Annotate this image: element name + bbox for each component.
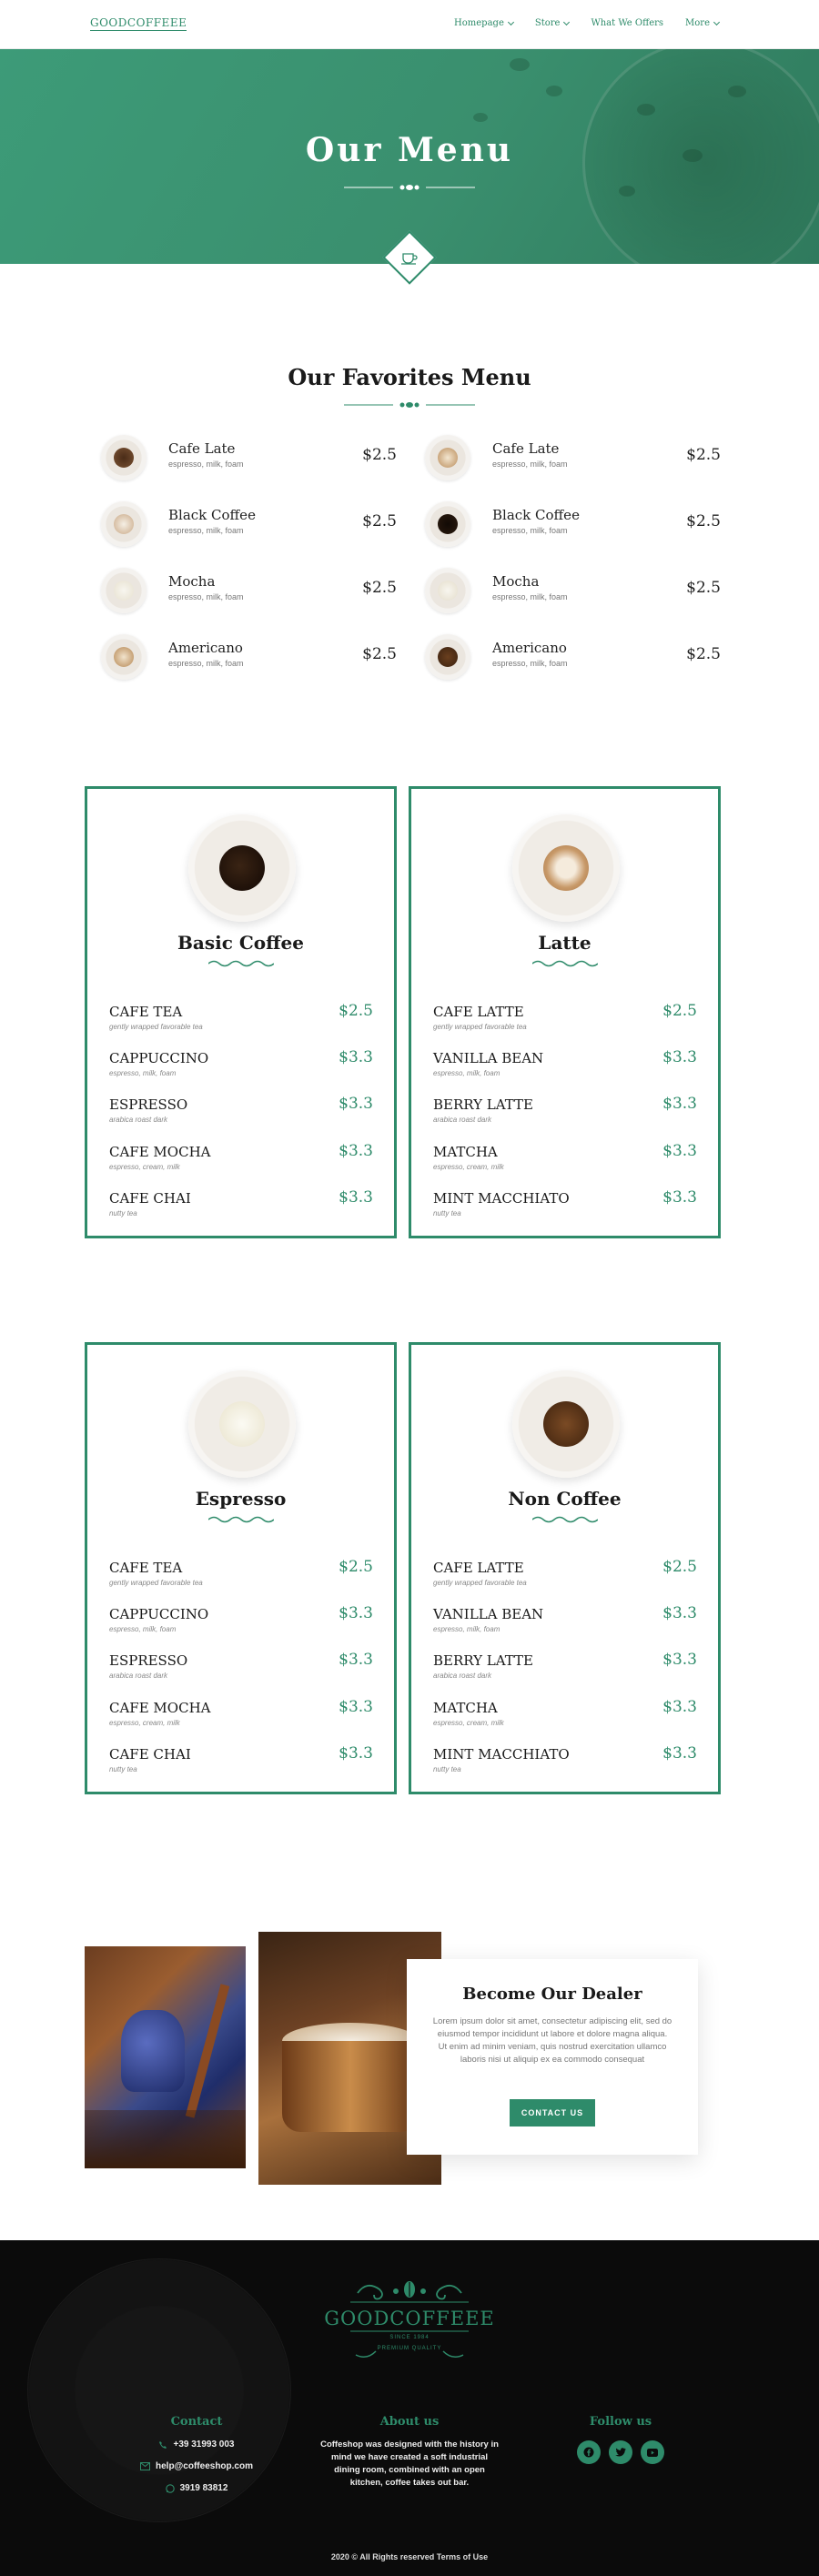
item-desc: espresso, cream, milk: [433, 1719, 504, 1727]
menu-row[interactable]: [433, 1144, 697, 1180]
twitter-button[interactable]: [609, 2440, 632, 2464]
card-title: Espresso: [195, 1488, 287, 1510]
item-price: $2.5: [686, 512, 721, 530]
item-desc: espresso, cream, milk: [433, 1163, 504, 1171]
item-price: $2.5: [686, 446, 721, 464]
chevron-down-icon: [713, 18, 720, 25]
item-name: CAFE TEA: [109, 1004, 183, 1020]
item-desc: gently wrapped favorable tea: [109, 1023, 203, 1031]
menu-item-store[interactable]: [535, 18, 570, 28]
item-desc: espresso, milk, foam: [168, 526, 244, 535]
item-name: CAPPUCCINO: [109, 1050, 209, 1066]
menu-row[interactable]: [433, 1746, 697, 1783]
item-name: MINT MACCHIATO: [433, 1746, 570, 1763]
item-price: $3.3: [339, 1698, 373, 1716]
item-desc: espresso, milk, foam: [433, 1069, 500, 1077]
menu-label: Homepage: [454, 18, 504, 28]
item-name: MATCHA: [433, 1144, 498, 1160]
item-price: $2.5: [362, 645, 397, 663]
item-desc: nutty tea: [433, 1765, 461, 1773]
item-name: CAFE CHAI: [109, 1746, 191, 1763]
menu-row[interactable]: [109, 1190, 373, 1227]
item-price: $2.5: [686, 645, 721, 663]
dealer-card: [407, 1959, 698, 2155]
ornament-divider: [344, 399, 475, 410]
item-price: $3.3: [339, 1188, 373, 1207]
item-name: CAFE MOCHA: [109, 1700, 211, 1716]
menu-card-espresso: [85, 1342, 397, 1794]
item-desc: espresso, milk, foam: [492, 592, 568, 601]
follow-heading: Follow us: [589, 2415, 652, 2429]
item-desc: espresso, cream, milk: [109, 1163, 180, 1171]
contact-email-text: help@coffeeshop.com: [156, 2461, 253, 2471]
item-desc: arabica roast dark: [433, 1672, 492, 1680]
item-desc: espresso, milk, foam: [168, 592, 244, 601]
item-name: Black Coffee: [492, 507, 580, 523]
menu-row[interactable]: [433, 1190, 697, 1227]
item-name: Mocha: [168, 573, 216, 590]
youtube-icon: [647, 2449, 658, 2457]
item-price: $3.3: [662, 1651, 697, 1669]
item-name: CAFE LATTE: [433, 1004, 524, 1020]
contact-heading: Contact: [170, 2415, 223, 2429]
menu-row[interactable]: [109, 1652, 373, 1689]
item-price: $3.3: [662, 1095, 697, 1113]
coffee-cup-image: [101, 435, 147, 480]
item-price: $3.3: [339, 1095, 373, 1113]
favorite-item[interactable]: [101, 568, 397, 613]
item-price: $3.3: [339, 1604, 373, 1622]
item-price: $2.5: [362, 579, 397, 597]
bean-decoration: [546, 86, 562, 96]
footer: [0, 2240, 819, 2576]
page-title: Our Menu: [305, 131, 514, 169]
item-name: Black Coffee: [168, 507, 256, 523]
contact-whatsapp[interactable]: [106, 2483, 288, 2493]
favorite-item[interactable]: [425, 568, 721, 613]
coffee-cup-image: [425, 435, 470, 480]
copyright-text: 2020 © All Rights reserved Terms of Use: [330, 2552, 489, 2561]
favorite-item[interactable]: [425, 435, 721, 480]
item-desc: nutty tea: [433, 1209, 461, 1217]
main-menu: [454, 18, 719, 28]
coffee-cup-image: [512, 1370, 620, 1478]
item-price: $2.5: [662, 1558, 697, 1576]
menu-row[interactable]: [433, 1004, 697, 1040]
contact-phone-text: +39 31993 003: [173, 2440, 235, 2450]
menu-label: What We Offers: [591, 18, 664, 28]
bean-decoration: [637, 104, 655, 116]
item-name: CAFE LATTE: [433, 1560, 524, 1576]
coffee-cup-image: [188, 1370, 296, 1478]
bean-decoration: [473, 113, 488, 122]
item-price: $2.5: [662, 1002, 697, 1020]
facebook-icon: [583, 2447, 594, 2458]
menu-card-non-coffee: [409, 1342, 721, 1794]
contact-whatsapp-text: 3919 83812: [179, 2483, 228, 2493]
item-desc: espresso, milk, foam: [109, 1069, 177, 1077]
mail-icon: [140, 2462, 150, 2470]
item-name: Cafe Late: [492, 440, 560, 457]
item-price: $3.3: [339, 1048, 373, 1066]
item-name: CAFE CHAI: [109, 1190, 191, 1207]
about-text: Coffeshop was designed with the history in mind we have created a soft industrial dining room, combined with an open kitchen, coffee takes out bar.: [320, 2440, 499, 2488]
menu-item-homepage[interactable]: [454, 18, 513, 28]
menu-label: More: [685, 18, 710, 28]
item-name: Mocha: [492, 573, 540, 590]
menu-row[interactable]: [433, 1652, 697, 1689]
dealer-text: Lorem ipsum dolor sit amet, consectetur adipiscing elit, sed do eiusmod tempor incididunt ut labore et dolore magna aliqua. Ut enim ad minim veniam, quis nostrud exercitation ullamco laboris nisi ut aliquip ex ea commodo consequat: [432, 2016, 672, 2065]
item-name: Cafe Late: [168, 440, 236, 457]
card-title: Basic Coffee: [177, 932, 304, 954]
about-heading: About us: [379, 2415, 440, 2429]
menu-item-what-we-offers[interactable]: [591, 18, 663, 28]
item-name: ESPRESSO: [109, 1652, 188, 1669]
item-price: $2.5: [339, 1002, 373, 1020]
item-price: $2.5: [362, 446, 397, 464]
item-desc: arabica roast dark: [109, 1672, 168, 1680]
item-name: ESPRESSO: [109, 1096, 188, 1113]
whatsapp-icon: [166, 2484, 175, 2493]
menu-row[interactable]: [109, 1050, 373, 1086]
item-name: VANILLA BEAN: [433, 1050, 544, 1066]
site-logo[interactable]: GOODCOFFEEE: [90, 16, 187, 29]
item-desc: espresso, milk, foam: [492, 526, 568, 535]
menu-row[interactable]: [433, 1096, 697, 1133]
item-price: $2.5: [362, 512, 397, 530]
card-title: Non Coffee: [508, 1488, 622, 1510]
menu-row[interactable]: [433, 1700, 697, 1736]
item-price: $2.5: [339, 1558, 373, 1576]
item-price: $3.3: [662, 1604, 697, 1622]
item-desc: espresso, cream, milk: [109, 1719, 180, 1727]
item-name: CAFE MOCHA: [109, 1144, 211, 1160]
favorite-item[interactable]: [101, 634, 397, 680]
youtube-button[interactable]: [641, 2440, 664, 2464]
item-desc: arabica roast dark: [433, 1116, 492, 1124]
favorite-item[interactable]: [101, 501, 397, 547]
item-price: $3.3: [339, 1651, 373, 1669]
ornament-divider: [344, 182, 475, 193]
menu-row[interactable]: [433, 1050, 697, 1086]
bean-decoration: [510, 58, 530, 71]
coffee-cup-image: [101, 568, 147, 613]
phone-icon: [158, 2440, 167, 2450]
favorite-item[interactable]: [425, 634, 721, 680]
contact-us-button[interactable]: CONTACT US: [510, 2099, 595, 2126]
contact-phone[interactable]: [106, 2440, 288, 2450]
squiggle-divider: [208, 959, 274, 968]
menu-row[interactable]: [109, 1096, 373, 1133]
item-desc: espresso, milk, foam: [168, 460, 244, 469]
squiggle-divider: [532, 1515, 598, 1524]
item-price: $2.5: [686, 579, 721, 597]
coffee-cup-icon: [399, 247, 420, 268]
coffee-cup-image: [425, 634, 470, 680]
coffee-cup-image: [425, 501, 470, 547]
item-desc: espresso, milk, foam: [492, 659, 568, 668]
item-name: CAPPUCCINO: [109, 1606, 209, 1622]
top-navbar: [0, 0, 819, 49]
coffee-cup-image: [101, 501, 147, 547]
card-title: Latte: [538, 932, 592, 954]
menu-row[interactable]: [109, 1004, 373, 1040]
squiggle-divider: [208, 1515, 274, 1524]
item-desc: espresso, milk, foam: [433, 1625, 500, 1633]
twitter-icon: [615, 2448, 626, 2457]
bean-decoration: [728, 86, 746, 97]
dealer-title: Become Our Dealer: [462, 1985, 642, 2004]
coffee-cup-image: [512, 814, 620, 922]
coffee-cup-image: [188, 814, 296, 922]
menu-label: Store: [534, 18, 561, 28]
item-desc: nutty tea: [109, 1209, 137, 1217]
turkish-coffee-photo: [85, 1946, 246, 2168]
item-desc: gently wrapped favorable tea: [433, 1579, 527, 1587]
item-name: MINT MACCHIATO: [433, 1190, 570, 1207]
menu-row[interactable]: [109, 1144, 373, 1180]
footer-logo-tagline: SINCE 1984: [389, 2335, 430, 2340]
item-desc: gently wrapped favorable tea: [109, 1579, 203, 1587]
item-desc: arabica roast dark: [109, 1116, 168, 1124]
item-price: $3.3: [662, 1744, 697, 1763]
menu-item-more[interactable]: [685, 18, 719, 28]
squiggle-divider: [532, 959, 598, 968]
menu-row[interactable]: [433, 1560, 697, 1596]
footer-logo-text: GOODCOFFEEE: [324, 2308, 495, 2329]
item-desc: gently wrapped favorable tea: [433, 1023, 527, 1031]
favorite-item[interactable]: [101, 435, 397, 480]
footer-logo-tagline: PREMIUM QUALITY: [377, 2346, 442, 2351]
item-price: $3.3: [662, 1698, 697, 1716]
contact-email[interactable]: [106, 2461, 288, 2471]
chevron-down-icon: [563, 18, 570, 25]
item-price: $3.3: [339, 1744, 373, 1763]
menu-row[interactable]: [109, 1746, 373, 1783]
chevron-down-icon: [508, 18, 514, 25]
item-desc: espresso, milk, foam: [109, 1625, 177, 1633]
menu-card-latte: [409, 786, 721, 1238]
item-desc: nutty tea: [109, 1765, 137, 1773]
item-name: Americano: [168, 640, 243, 656]
menu-card-basic-coffee: [85, 786, 397, 1238]
item-price: $3.3: [662, 1188, 697, 1207]
bean-decoration: [619, 186, 635, 197]
item-price: $3.3: [662, 1142, 697, 1160]
item-price: $3.3: [339, 1142, 373, 1160]
item-name: BERRY LATTE: [433, 1652, 533, 1669]
item-name: CAFE TEA: [109, 1560, 183, 1576]
menu-row[interactable]: [109, 1606, 373, 1642]
item-desc: espresso, milk, foam: [168, 659, 244, 668]
menu-row[interactable]: [109, 1700, 373, 1736]
coffee-cup-image: [425, 568, 470, 613]
item-name: MATCHA: [433, 1700, 498, 1716]
favorites-title: Our Favorites Menu: [288, 364, 531, 390]
menu-row[interactable]: [433, 1606, 697, 1642]
coffee-cup-image: [101, 634, 147, 680]
item-name: BERRY LATTE: [433, 1096, 533, 1113]
item-desc: espresso, milk, foam: [492, 460, 568, 469]
favorite-item[interactable]: [425, 501, 721, 547]
item-name: VANILLA BEAN: [433, 1606, 544, 1622]
item-price: $3.3: [662, 1048, 697, 1066]
menu-row[interactable]: [109, 1560, 373, 1596]
item-name: Americano: [492, 640, 567, 656]
facebook-button[interactable]: [577, 2440, 601, 2464]
